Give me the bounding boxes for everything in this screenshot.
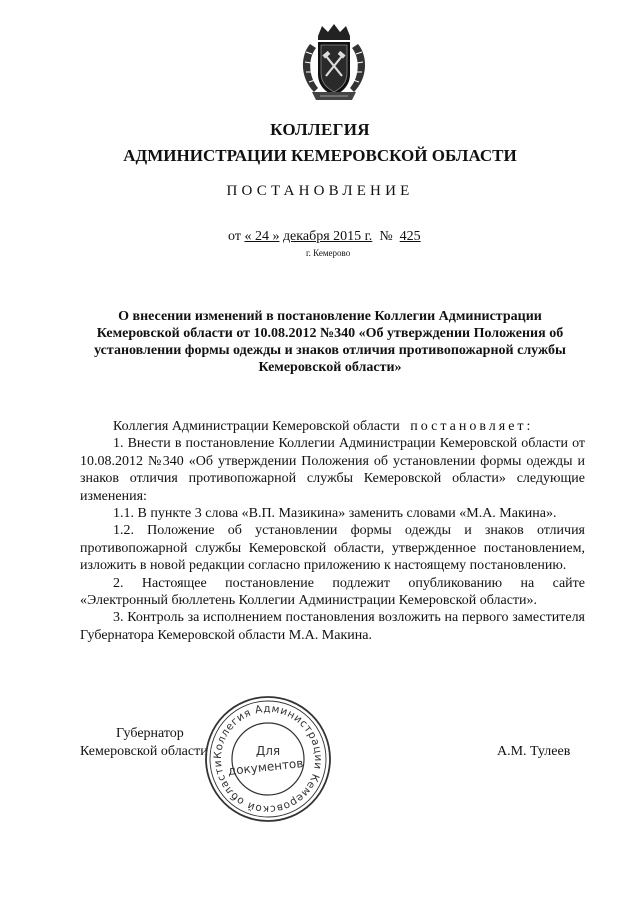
date-prefix: от — [228, 229, 241, 244]
official-stamp — [202, 693, 334, 825]
document-subject: О внесении изменений в постановление Коллегии Администрации Кемеровской области от 10.08.2012 №340 «Об утверждении Положения об установлении формы одежды и знаков отличия противопожарной службы Кемеровской области» — [94, 309, 566, 375]
signatory-title-line2: Кемеровской области — [80, 744, 208, 759]
intro-paragraph — [80, 418, 585, 435]
stamp-ring-text: Коллегия Администрации Кемеровской области — [211, 702, 325, 816]
stamp-center-line1: Для — [255, 744, 281, 758]
organization-title-line2: АДМИНИСТРАЦИИ КЕМЕРОВСКОЙ ОБЛАСТИ — [123, 146, 517, 165]
body-paragraph-3: 3. Контроль за исполнением постановления возложить на первого заместителя Губернатора Кемеровской области М.А. Макина. — [80, 610, 585, 643]
body-paragraph-1-1: 1.1. В пункте 3 слова «В.П. Мазикина» заменить словами «М.А. Макина». — [113, 506, 557, 522]
body-paragraph-2: 2. Настоящее постановление подлежит опубликованию на сайте «Электронный бюллетень Коллегии Администрации Кемеровской области». — [80, 575, 585, 609]
signatory-title-line1: Губернатор — [116, 726, 184, 741]
body-paragraph-1-2: 1.2. Положение об установлении формы одежды и знаков отличия противопожарной службы Кемеровской области, утвержденное постановлением, изложить в новой редакции согласно приложению к настоящему постановлению. — [80, 523, 585, 574]
document-type: ПОСТАНОВЛЕНИЕ — [226, 183, 414, 199]
signatory-name: А.М. Тулеев — [497, 744, 571, 759]
date-day: « 24 » — [244, 229, 280, 244]
date-month-year: декабря 2015 г. — [282, 229, 373, 244]
organization-title-line1: КОЛЛЕГИЯ — [270, 120, 370, 139]
date-number-line — [228, 229, 421, 245]
intro-decree: постановляет: — [410, 419, 534, 434]
intro-text: Коллегия Администрации Кемеровской области — [113, 419, 400, 434]
city-label: г. Кемерово — [306, 248, 351, 258]
number-label: № — [379, 229, 393, 244]
document-body — [80, 418, 585, 644]
body-paragraph-1: 1. Внести в постановление Коллегии Администрации Кемеровской области от 10.08.2012 №340 «Об утверждении Положения об установлении формы одежды и знаков отличия противопожарной службы Кемеровской области» следующие изменения: — [80, 436, 585, 504]
document-number: 425 — [399, 229, 421, 244]
coat-of-arms-emblem — [296, 22, 372, 104]
stamp-center-line2: документов — [227, 756, 304, 778]
